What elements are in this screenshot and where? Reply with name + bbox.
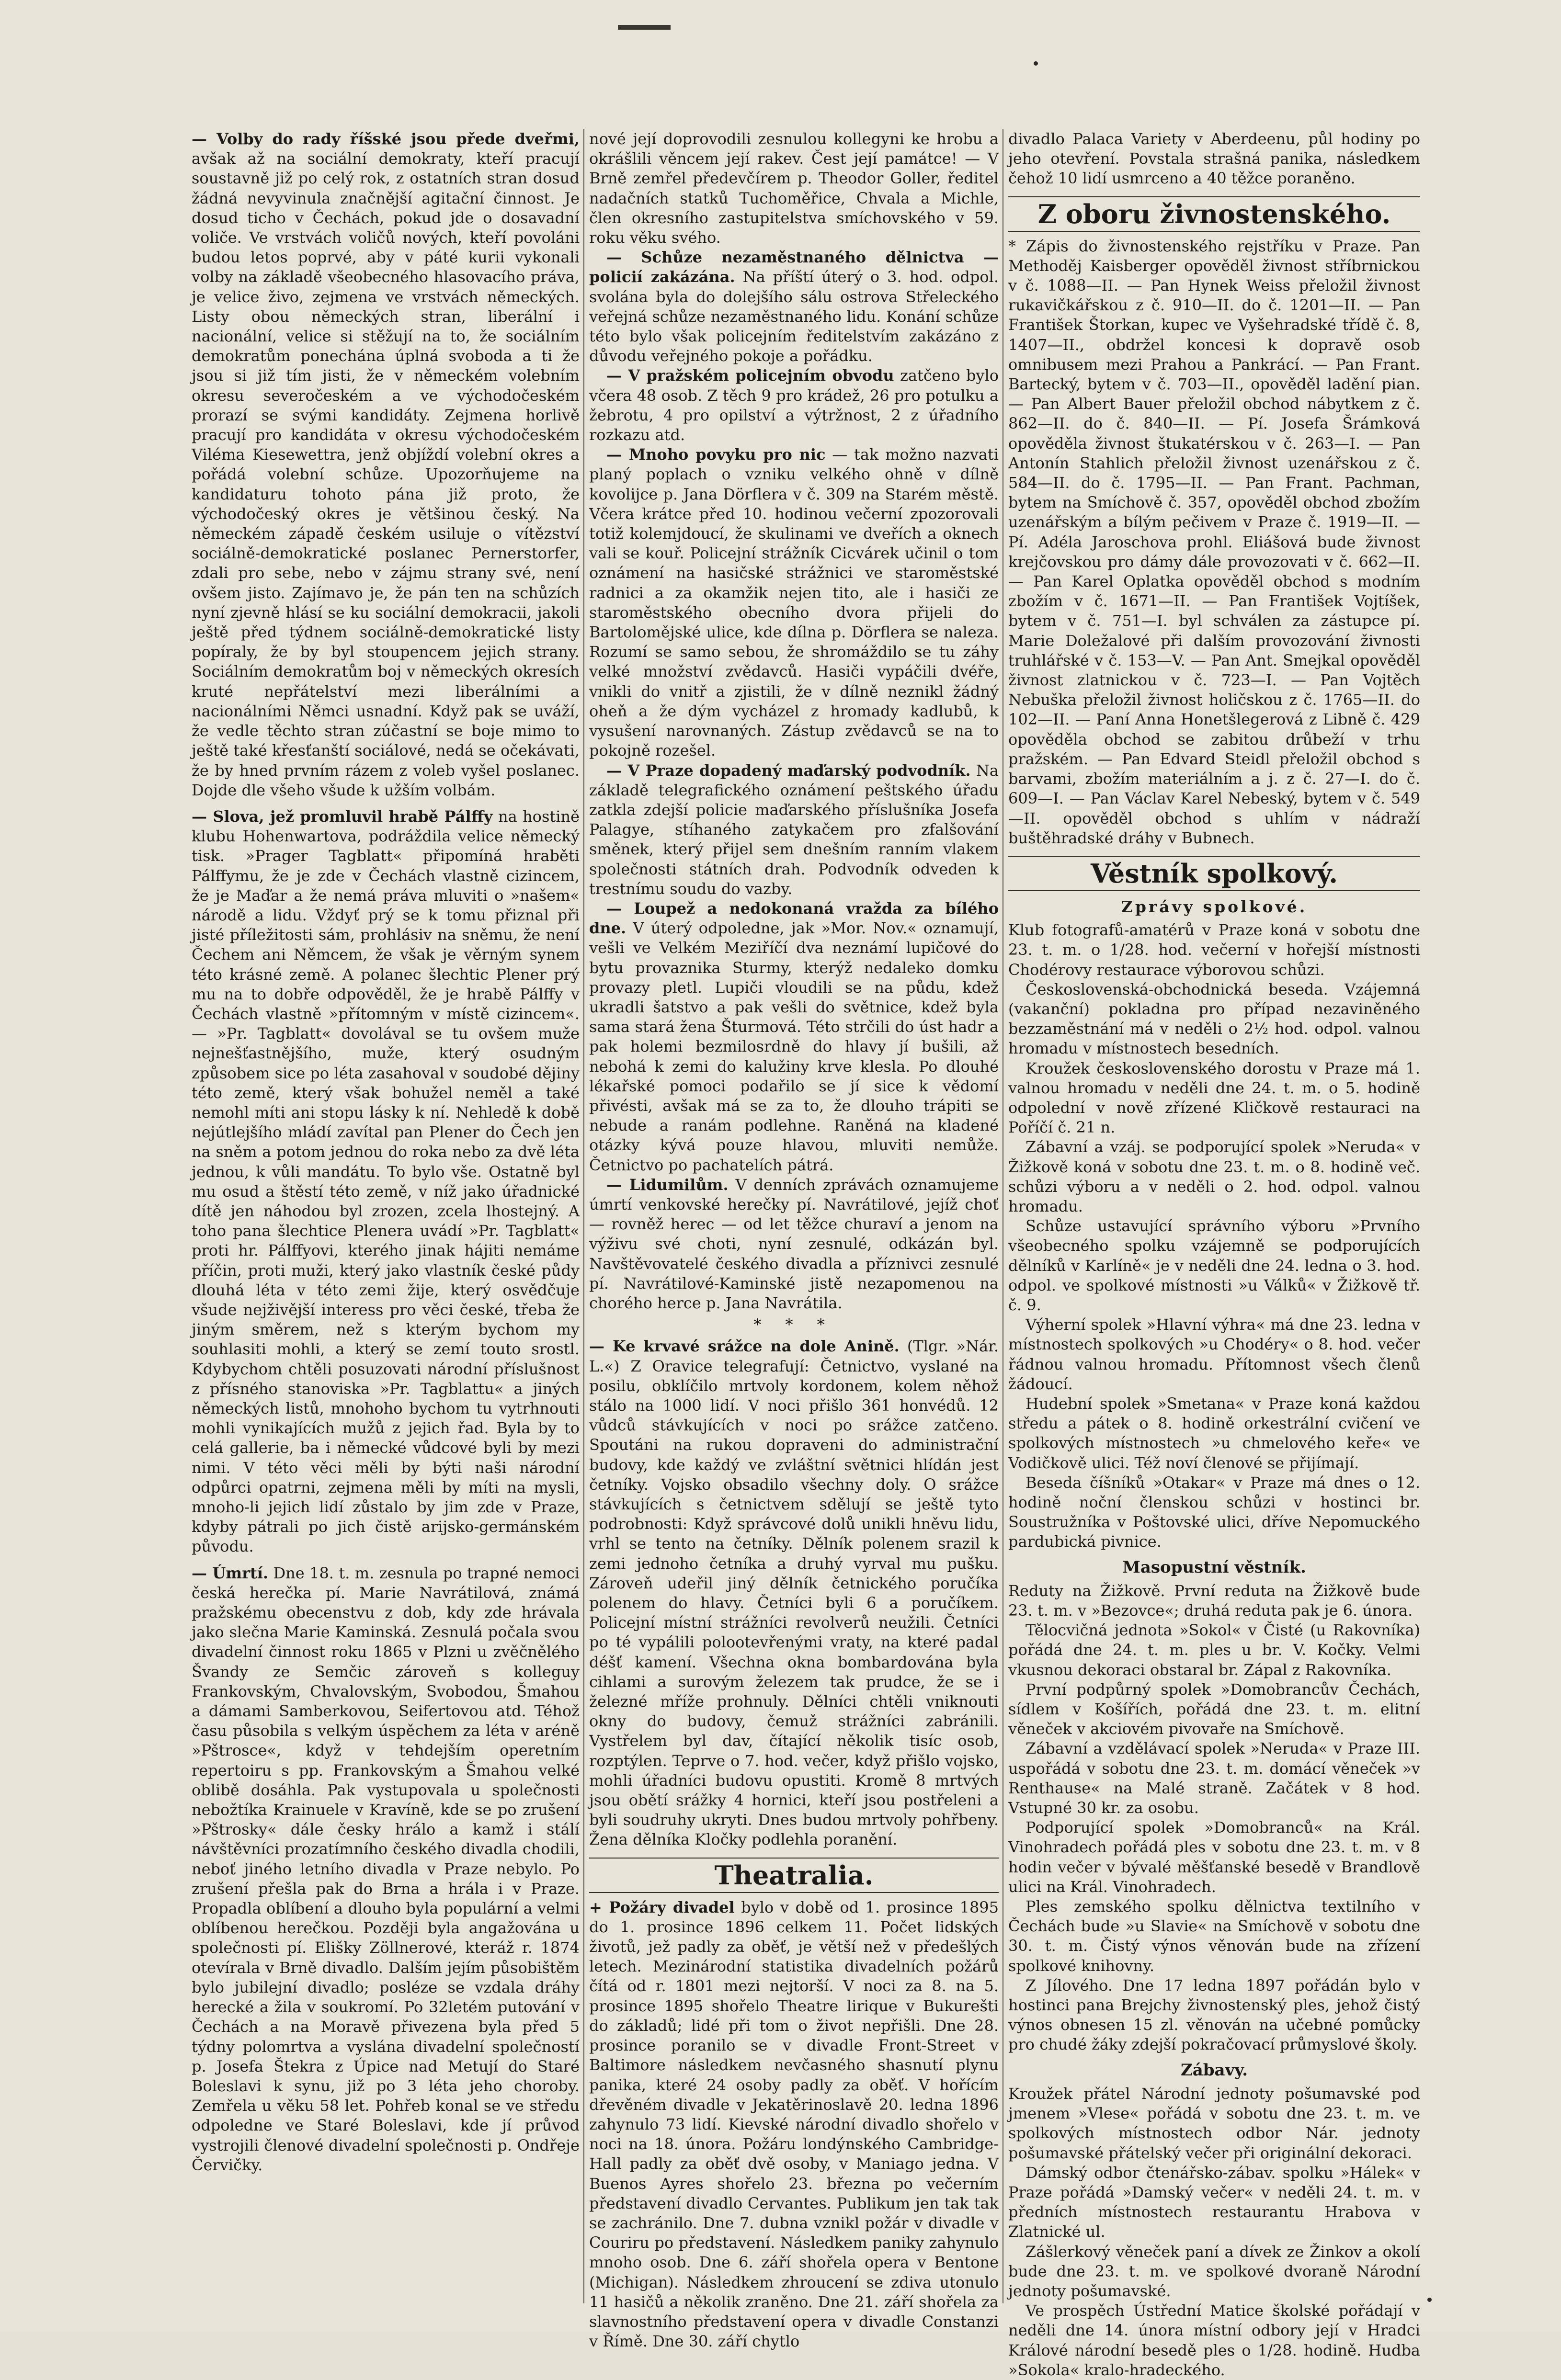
amusement-notice: Dámský odbor čtenářsko-zábav. spolku »Hálek« v Praze pořádá »Damský večer« v neděli 24. t. m. v předních místnostech restaurantu Hrabova v Zlatnické ul. <box>1008 2163 1420 2241</box>
column-right <box>1008 129 1420 2379</box>
article-fraudster <box>589 761 999 899</box>
article-meeting-banned <box>589 248 999 366</box>
amusement-notice: Kroužek přátel Národní jednoty pošumavské pod jmenem »Vlese« pořádá v sobotu dne 23. t. m. ve spolkových místnostech odbor Nár. jednoty pošumavské přátelský večer při originální dekoraci. <box>1008 2084 1420 2162</box>
article-text: bylo v době od 1. prosince 1895 do 1. prosince 1896 celkem 11. Počet lidských životů, jež padly za oběť, je větší než v předešlých letech. Mezinárodní statistika divadelních požárů čítá od r. 1801 mezi nejtorší. V noci za 8. na 5. prosince 1895 shořelo Theatre lirique v Bukurešti do základů; lidé při tom o život nepřišli. Dne 28. prosince poranilo se v divadle Front-Street v Baltimore následkem nevčasného shasnutí plynu panika, které 24 osoby padly za oběť. V hořícím dřevěném divadle v Jekatěrinoslavě 20. ledna 1896 zahynulo 73 lidí. Kievské národní divadlo shořelo v noci na 18. února. Požáru londýnského Cambridge-Hall padly za oběť dvě osoby, v Maniago jedna. V Buenos Ayres shořelo 23. března po večerním představení divadlo Cervantes. Publikum jen tak tak se zachránilo. Dne 7. dubna vznikl požár v divadle v Couriru po představení. Následkem paniky zahynulo mnoho osob. Dne 6. září shořela opera v Bentone (Michigan). Následkem zhroucení se zdiva utonulo 11 hasičů a několik zraněno. Dne 21. září shořela za slavnostního představení opera v divadle Constanzi v Římě. Dne 30. září chytlo <box>589 1898 999 2351</box>
article-lead: — Ke krvavé srážce na dole Anině. <box>589 1337 900 1356</box>
article-theatre-fires <box>589 1898 999 2352</box>
separator-stars: * * * <box>753 1315 834 1334</box>
carnival-notice: Reduty na Žižkově. První reduta na Žižkově bude 23. t. m. v »Bezovce«; druhá reduta pak je 6. února. <box>1008 1581 1420 1620</box>
article-philanthropists <box>589 1175 999 1313</box>
article-lead: — V pražském policejním obvodu <box>606 366 894 385</box>
article-robbery <box>589 899 999 1175</box>
carnival-notice: Ples zemského spolku dělnictva textilního v Čechách bude »u Slavie« na Smíchově v sobotu dne 30. t. m. Čistý výnos věnován bude na zřízení spolkové knihovny. <box>1008 1897 1420 1975</box>
article-text: Na základě telegrafického oznámení peštského úřadu zatkla zdejší policie maďarského příslušníka Josefa Palagye, stíhaného zatykačem pro zfalšování směnek, který přijel sem dnešním ranním vlakem společnosti státních drah. Podvodník odveden k trestnímu soudu do vazby. <box>589 761 999 898</box>
article-text: — tak možno nazvati planý poplach o vzniku velkého ohně v dílně kovolijce p. Jana Dörflera v č. 309 na Starém městě. Včera krátce před 10. hodinou večerní zpozorovali totiž kolemjdoucí, že skulinami ve dveřích a oknech vali se kouř. Policejní strážník Cicvárek učinil o tom oznámení na hasičské strážnici ve staroměstské radnici a za okamžik nejen tito, ale i hasiči ze staroměstského obecního dvora přijeli do Bartolomějské ulice, kde dílna p. Dörflera se naleza. Rozumí se samo sebou, že shromáždilo se tu záhy velké množství zvědavců. Hasiči vypáčili dvéře, vnikli do vnitř a zjistili, že v dílně neznikl žádný oheň a že dým vycházel z hromady kadlubů, k vysušení narovnaných. Zástup zvědavců se na to pokojně rozešel. <box>589 445 999 760</box>
article-continuation: nové její doprovodili zesnulou kollegyni ke hrobu a okrášlili věncem její rakev. Čest její památce! — V Brně zemřel předevčírem p. Theodor Goller, ředitel nadačních statků Tuchoměřice, Chvala a Michle, člen okresního zastupitelstva smíchovského v 59. roku věku svého. <box>589 130 999 247</box>
article-elections <box>192 129 580 800</box>
article-text: avšak až na sociální demokraty, kteří pracují soustavně již po celý rok, z ostatních stran dosud žádná nevyvinula značnější agitační činnost. Je dosud ticho v Čechách, pokud jde o dosavadní voliče. Ve vrstvách voličů nových, kteří povoláni budou letos poprvé, aby v páté kurii vykonali volby na základě všeobecného hlasovacího práva, je velice živo, zejmena ve vrstvách německých. Listy obou německých stran, liberální i nacionální, velice si stěžují na to, že sociálním demokratům ponechána úplná svoboda a ti že jsou si již tím jisti, že v německém volebním okresu severočeském a ve východočeském prorazí se svými kandidáty. Zejmena horlivě pracují pro kandidáta v okresu východočeském Viléma Kiesewettra, jenž objíždí volební okres a pořádá volební schůze. Upozorňujeme na kandidaturu tohoto pána již proto, že východočeský okres je většinou český. Na německém západě českém usiluje o vítězství sociálně-demokratické poslanec Pernerstorfer, zdali pro sebe, nebo v zájmu strany své, není ovšem jisto. Zajímavo je, že pán ten na schůzích nyní zjevně hlásí se ku sociální demokracii, jakoli ještě před týdnem sociálně-demokratické listy popíraly, že by byl stoupencem jejich strany. Sociálním demokratům boj v německých okresích kruté nepřátelství mezi liberálními a nacionálními Němci usnadní. Když pak se uváží, že vedle těchto stran zúčastní se boje mimo to ještě také křesťanští sociálové, nedá se očekávati, že by hned prvním rázem z voleb vyšel poslanec. Dojde dle všeho všude k užším volbám. <box>192 149 580 799</box>
article-police-district <box>589 366 999 445</box>
article-lead: — Loupež a nedokonaná vražda za bílého dne. <box>589 899 999 938</box>
club-notice: Výherní spolek »Hlavní výhra« má dne 23. ledna v místnostech spolkových »u Chodéry« o 8. hod. večer řádnou valnou hromadu. Přítomnost všech členů žádoucí. <box>1008 1315 1420 1393</box>
club-notice: Hudební spolek »Smetana« v Praze koná každou středu a pátek o 8. hodině orkestrální cvičení ve spolkových místnostech »u chmelového keře« ve Vodičkově ulici. Též noví členové se přijímají. <box>1008 1394 1420 1472</box>
ink-dot <box>1427 2298 1432 2302</box>
article-lead: — Úmrtí. <box>192 1564 269 1582</box>
article-text: Na příští úterý o 3. hod. odpol. svolána byla do dolejšího sálu ostrova Střeleckého veřejná schůze nezaměstnaného lidu. Konání schůze této bylo však policejním ředitelstvím zakázáno z důvodu veřejného pokoje a pořádku. <box>589 268 999 365</box>
column-middle <box>589 129 999 2351</box>
column-rule <box>583 129 584 2303</box>
club-notice: Zábavní a vzáj. se podporující spolek »Neruda« v Žižkově koná v sobotu dne 23. t. m. o 8. hodině več. schůzi výboru a v neděli o 2. hod. odpol. valnou hromadu. <box>1008 1138 1420 1215</box>
article-text: V úterý odpoledne, jak »Mor. Nov.« oznamují, vešli ve Velkém Meziříčí dva neznámí lupičové do bytu provaznika Sturmy, kterýž nedaleko domku provazy pletl. Lupiči vloudili se na půdu, kdež ukradli šatstvo a pak vešli do světnice, kdež byla sama stará žena Šturmová. Této strčili do úst hadr a pak holemi bezmilosrdně do hlavy jí bušili, až nebohá k zemi do kalužiny krve klesla. Po dlouhé lékařské pomoci podařilo se jí sice k vědomí přivésti, avšak má se za to, že dlouho trápiti se nebude a ranám podlehne. Raněná na kladené otázky kývá pouze hlavou, mluviti nemůže. Četnictvo po pachatelích pátrá. <box>589 919 999 1174</box>
article-lead: — V Praze dopadený maďarský podvodník. <box>606 761 971 780</box>
carnival-notice: Z Jílového. Dne 17 ledna 1897 pořádán bylo v hostinci pana Brejchy živnostenský ples, jehož čistý výnos obnesen 15 zl. věnován na učebné pomůcky pro chudé žáky zdejší pokračovací průmyslové školy. <box>1008 1976 1420 2054</box>
article-continuation: divadlo Palaca Variety v Aberdeenu, půl hodiny po jeho otevření. Povstala strašná panika, následkem čehož 10 lidí usmrceno a 40 těžce poraněno. <box>1008 130 1420 188</box>
article-text: na hostině klubu Hohenwartova, podráždila velice německý tisk. »Prager Tagblatt« připomíná hraběti Pálffymu, že je zde v Čechách vlastně cizincem, že je Maďar a že nemá práva mluviti o »našem« národě a lidu. Vždyť prý se k tomu přiznal při jisté příležitosti sám, prohlásiv na sněmu, že není Čechem ani Němcem, že však je věrným synem této krásné země. A polanec šlechtic Plener prý mu na to dobře odpověděl, že je hrabě Pálffy v Čechách vlastně »přítomným v místě cizincem«. — »Pr. Tagblatt« dovolával se tu ovšem muže nejnešťastnějšího, muže, který osudným způsobem sice po léta zasahoval v soudobé dějiny této země, který však bohužel neměl a také nemohl míti ani stopu lásky k ní. Nehledě k době nejútlejšího mládí zavítal pan Plener do Čech jen na sněm a potom jednou do roka nebo za dvě léta jednou, k vůli mandátu. To bylo vše. Ostatně byl mu osud a štěstí této země, v níž jako úřadnické dítě jen náhodou byl zrozen, zcela lhostejný. A toho pana šlechtice Plenera uvádí »Pr. Tagblatt« proti hr. Pálffyovi, kterého jinak hájiti nemáme příčin, proti muži, který jako vlastník české půdy dlouhá léta v této zemi žije, který osvědčuje všude nejživější interess pro věci české, třeba že jiným směrem, než s kterým bychom my souhlasiti mohli, a který se zemí touto srostl. Kdybychom chtěli posuzovati národní příslušnost z přísného stanoviska »Pr. Tagblattu« a jiných německých listů, mnohoho bychom tu vytrhnouti mohli vynikajících mužů z jejich řad. Byla by to celá gallerie, ba i německé vůdcové byli by mezi nimi. V této věci měli by býti naši národní odpůrci opatrni, zejmena měli by míti na mysli, mnoho-li jejich lidí zůstalo by jim zde v Praze, kdyby pátrali po jich čistě arijsko-germánském původu. <box>192 807 580 1556</box>
article-mine-clash <box>589 1337 999 1849</box>
carnival-notice: Podporující spolek »Domobranců« na Král. Vinohradech pořádá ples v sobotu dne 23. t. m. v 8 hodin večer v bývalé měšťanské besedě v Brandlově ulici na Král. Vinohradech. <box>1008 1818 1420 1896</box>
article-text: Dne 18. t. m. zesnula po trapné nemoci česká herečka pí. Marie Navrátilová, známá pražskému obecenstvu z dob, kdy zde hrávala jako slečna Marie Kaminská. Zesnulá počala svou divadelní činnost roku 1865 v Plzni u zvěčnělého Švandy ze Semčic zároveň s kolleguy Frankovským, Chvalovským, Svobodou, Šmahou a dámami Samberkovou, Seifertovou atd. Téhož času působila s velkým úspěchem za léta v aréně »Pštrosce«, když v tehdejším operetním repertoiru s pp. Frankovským a Šmahou velké oblibě dosáhla. Pak vystupovala u společnosti nebožtíka Krainuele v Kravíně, kde se po zrušení »Pštrosky« dále česky hrálo a kamž i stálí návštěvníci prozatímního českého divadla chodili, neboť jiného letního divadla v Praze nebylo. Po zrušení přešla pak do Brna a hrála i v Praze. Propadla oblíbení a dlouho byla populární a velmi oblíbenou herečkou. Později byla angažována u společnosti pí. Elišky Zöllnerové, kteráž r. 1874 otevírala v Brně divadlo. Dalším jejím působištěm bylo jubilejní divadlo; posléze se vzdala dráhy herecké a žila v soukromí. Po 32letém putování v Čechách a na Moravě přivezena byla před 5 týdny polomrtva a vyslána divadelní společností p. Josefa Štekra z Úpice nad Metují do Staré Boleslavi k synu, již po 3 léta jeho choroby. Zemřela u věku 58 let. Pohřeb konal se ve středu odpoledne ve Staré Boleslavi, kde jí průvod vystrojili členové divadelní společnosti p. Ondřeje Červičky. <box>192 1564 580 2174</box>
section-heading-clubs: Věstník spolkový. <box>1008 856 1420 891</box>
article-obituary <box>192 1564 580 2175</box>
article-lead: — Slova, jež promluvil hrabě Pálffy <box>192 807 493 826</box>
club-notice: Beseda číšníků »Otakar« v Praze má dnes o 12. hodině noční členskou schůzi v hostinci br. Soustružníka v Poštovské ulici, dříve Nepomuckého pardubická pivnice. <box>1008 1473 1420 1551</box>
subheading-club-news: Zprávy spolkové. <box>1121 897 1308 916</box>
amusement-notice: Ve prospěch Ústřední Matice školské pořádají v neděli dne 14. února místní odbory její v Hradci Králové národní besedě ples o 1/28. hodině. Hudba »Sokola« kralo-hradeckého. <box>1008 2301 1420 2379</box>
article-lead: — Schůze nezaměstnaného dělnictva — policií zakázána. <box>589 248 999 286</box>
section-heading-trades: Z oboru živnostenského. <box>1008 196 1420 232</box>
carnival-notice: Tělocvičná jednota »Sokol« v Čisté (u Rakovníka) pořádá dne 24. t. m. ples u br. V. Kočky. Velmi vkusnou dekoraci obstaral br. Zápal z Rakovníka. <box>1008 1621 1420 1679</box>
article-trade-register: * Zápis do živnostenského rejstříku v Praze. Pan Methoděj Kaisberger opověděl živnost stříbrnickou v č. 1088—II. — Pan Hynek Weiss přeložil živnost rukavičkářskou z č. 910—II. do č. 1201—II. — Pan František Štorkan, kupec ve Vyšehradské třídě č. 8, 1407—II., obdržel koncesi k dopravě osob omnibusem mezi Prahou a Pankrácí. — Pan Frant. Bartecký, bytem v č. 703—II., opověděl ladění pian. — Pan Albert Bauer přeložil obchod nábytkem z č. 862—II. do č. 840—II. — Pí. Josefa Šrámková opověděla živnost štukatérskou v č. 263—I. — Pan Antonín Stahlich přeložil živnost uzenářskou z č. 584—II. do č. 1795—II. — Pan Frant. Pachman, bytem na Smíchově č. 357, opověděl obchod zbožím uzenářským a bílým pečivem v Praze č. 1919—II. — Pí. Adéla Jaroschova prohl. Eliášová bude živnost krejčovskou pro dámy dále provozovati v č. 662—II. — Pan Karel Oplatka opověděl obchod s modním zbožím v č. 1671—II. — Pan František Vojtíšek, bytem v č. 751—I. byl schválen za zástupce pí. Marie Doležalové při dalším provozování živnosti truhlářské v č. 153—V. — Pan Ant. Smejkal opověděl živnost zlatnickou v č. 723—I. — Pan Vojtěch Nebuška přeložil živnost holičskou z č. 1765—II. do 102—II. — Paní Anna Honetšlegerová z Libně č. 429 opověděla obchod se zabitou drůbeží v trhu pražském. — Pan Edvard Steidl přeložil obchod s barvami, zbožím materiálním a j. z č. 27—I. do č. 609—I. — Pan Václav Karel Nebeský, bytem v č. 549—II. opověděl obchod s uhlím v nádraží buštěhradské dráhy v Bubnech. <box>1008 237 1420 847</box>
article-lead: + Požáry divadel <box>589 1898 735 1916</box>
article-text: V denních zprávách oznamujeme úmrtí venkovské herečky pí. Navrátilové, jejíž choť — rovněž herec — od let těžce churaví a jenom na výživu své choti, nyní zesnulé, odkázán byl. Navštěvovatelé českého divadla a příznivci zesnulé pí. Navrátilové-Kaminské jistě nezapomenou na chorého herce p. Jana Navrátila. <box>589 1175 999 1312</box>
article-palffy <box>192 807 580 1557</box>
article-lead: — Lidumilům. <box>606 1175 729 1194</box>
ink-dot <box>1034 61 1038 66</box>
subheading-amusements: Zábavy. <box>1180 2060 1248 2080</box>
article-lead: — Mnoho povyku pro nic <box>606 445 826 464</box>
article-text: (Tlgr. »Nár. L.«) Z Oravice telegrafují: Četnictvo, vyslané na posilu, obklíčilo mrtvoly kordonem, kolem něhož stálo na 1000 lidí. V noci přišlo 361 honvédů. 12 vůdců stávkujících v noci po srážce zatčeno. Spoutáni na rukou dopraveni do administrační budovy, kde každý ve zvláštní světnici hlídán jest četníky. Vojsko obsadilo všechny doly. O srážce stávkujících s četnictvem sdělují se ještě tyto podrobnosti: Když správcové dolů unikli hněvu lidu, vrhl se tento na četníky. Dělník polenem srazil k zemi jednoho četníka a druhý vyrval mu pušku. Zároveň udeřil jiný dělník četnického poručíka polenem do hlavy. Četníci byli 6 a poručíkem. Policejní místní strážníci revolverů neužili. Četníci po té vypálili polootevřenými vraty, na které padal déšť kamení. Všechna okna bombardována byla cihlami a surovým železem tak prudce, že se i železné mříže prohnuly. Dělníci chtěli vniknouti okny do budovy, čemuž strážníci zabránili. Vystřelem byl dav, čítající několik tisíc osob, rozptýlen. Teprve o 7. hod. večer, když přišlo vojsko, mohli úřadníci budovu opustiti. Kromě 8 mrtvých jsou obětí srážky 4 hornici, kteří jsou postřeleni a byli soudruhy ukryti. Dnes budou mrtvoly pohřbeny. Žena dělníka Kločky podlehla poranění. <box>589 1337 999 1849</box>
club-notice: Kroužek československého dorostu v Praze má 1. valnou hromadu v neděli dne 24. t. m. o 5. hodině odpolední v nově zřízené Kličkově restauraci na Poříčí č. 21 n. <box>1008 1059 1420 1137</box>
club-notice: Československá-obchodnická beseda. Vzájemná (vakanční) pokladna pro případ nezaviněného bezzaměstnání má v neděli o 2½ hod. odpol. valnou hromadu v místnostech besedních. <box>1008 980 1420 1058</box>
amusement-notice: Zášlerkový věneček paní a dívek ze Žinkov a okolí bude dne 23. t. m. ve spolkové dvoraně Národní jednoty pošumavské. <box>1008 2242 1420 2300</box>
article-lead: — Volby do rady říšské jsou přede dveřmi, <box>192 130 580 148</box>
carnival-notice: Zábavní a vzdělávací spolek »Neruda« v Praze III. uspořádá v sobotu dne 23. t. m. domácí věneček »v Renthause« na Malé straně. Začátek v 8 hod. Vstupné 30 kr. za osobu. <box>1008 1739 1420 1817</box>
club-notice: Klub fotografů-amatérů v Praze koná v sobotu dne 23. t. m. o 1/28. hod. večerní v hořejší místnosti Chodérovy restaurace výborovou schůzi. <box>1008 921 1420 979</box>
column-left <box>192 129 580 2306</box>
subheading-carnival: Masopustní věstník. <box>1122 1557 1306 1577</box>
club-notice: Schůze ustavující správního výboru »Prvního všeobecného spolku vzájemně se podporujících dělníků v Karlíně« je v neděli dne 24. ledna o 3. hod. odpol. ve spolkové místnosti »u Válků« v Žižkově tř. č. 9. <box>1008 1217 1420 1314</box>
page-top-mark <box>618 25 671 30</box>
article-false-alarm <box>589 445 999 760</box>
section-heading-theatralia: Theatralia. <box>589 1858 999 1893</box>
carnival-notice: První podpůrný spolek »Domobrancův Čechách, sídlem v Košířích, pořádá dne 23. t. m. elitní věneček v akciovém pivovaře na Smíchově. <box>1008 1680 1420 1738</box>
article-text: zatčeno bylo včera 48 osob. Z těch 9 pro krádež, 26 pro potulku a žebrotu, 4 pro opilství a výtržnost, 2 z úřadního rozkazu atd. <box>589 366 999 444</box>
